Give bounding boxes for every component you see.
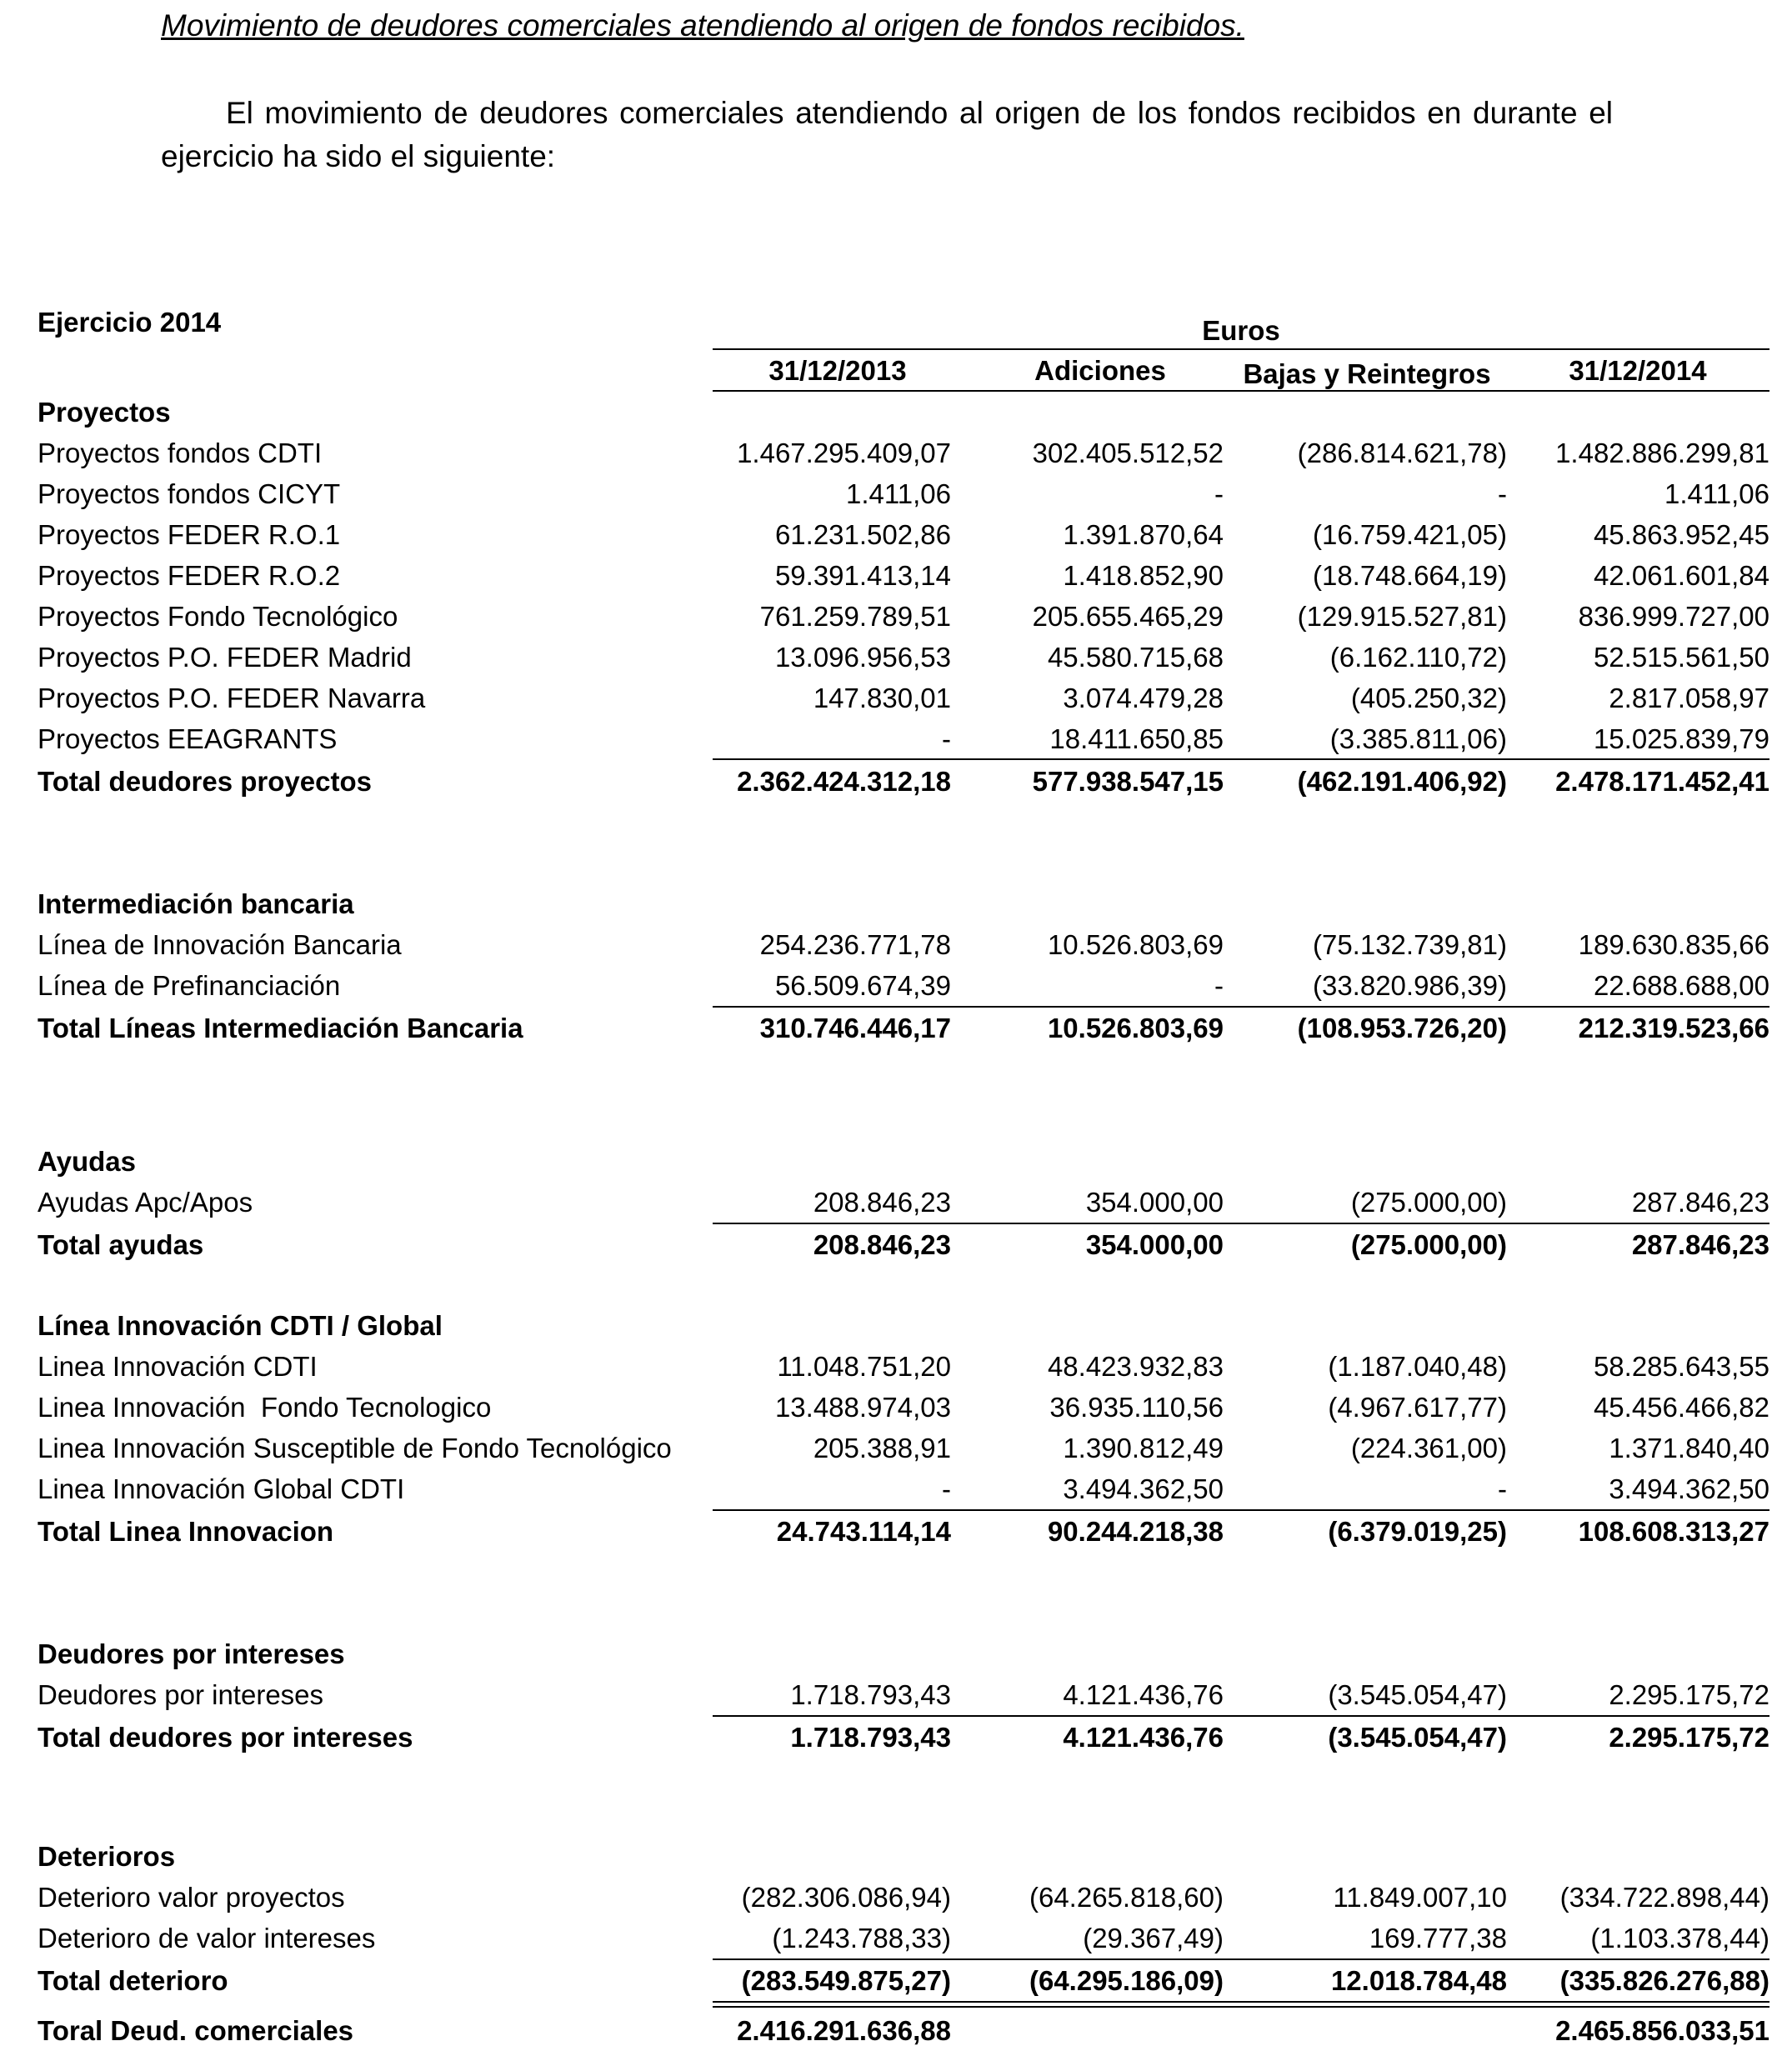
row-label: Línea de Prefinanciación [38, 970, 341, 1001]
value-cell: 4.121.436,76 [1063, 1722, 1224, 1753]
value-cell: 2.362.424.312,18 [737, 766, 951, 797]
value-cell: 56.509.674,39 [774, 970, 951, 1001]
value-cell: 48.423.932,83 [1047, 1351, 1224, 1382]
row-label: Línea de Innovación Bancaria [38, 929, 402, 960]
row-label: Total deudores proyectos [38, 766, 372, 797]
value-cell: 11.849.007,10 [1333, 1882, 1507, 1913]
section-header-row [0, 1635, 1792, 1673]
value-cell: 287.846,23 [1631, 1187, 1769, 1218]
value-cell: 354.000,00 [1085, 1229, 1224, 1260]
value-cell: 577.938.547,15 [1032, 766, 1224, 797]
value-cell: 761.259.789,51 [759, 601, 951, 632]
value-cell: 1.390.812,49 [1063, 1433, 1224, 1463]
value-cell: 1.411,06 [845, 478, 951, 509]
table-row [0, 1388, 1792, 1427]
table-row [0, 926, 1792, 964]
value-cell: (6.162.110,72) [1329, 642, 1507, 673]
value-cell: (3.545.054,47) [1328, 1722, 1507, 1753]
total-rule [713, 1958, 1769, 1960]
table-row [0, 720, 1792, 758]
value-cell: 2.295.175,72 [1609, 1722, 1769, 1753]
value-cell: - [1498, 478, 1507, 509]
value-cell: 45.580.715,68 [1047, 642, 1224, 673]
value-cell: 169.777,38 [1369, 1923, 1507, 1953]
unit-underline [713, 348, 1769, 350]
value-cell: 11.048.751,20 [777, 1351, 951, 1382]
value-cell: 42.061.601,84 [1593, 560, 1769, 591]
value-cell: (224.361,00) [1350, 1433, 1507, 1463]
value-cell: 208.846,23 [813, 1229, 951, 1260]
table-row [0, 1348, 1792, 1386]
table-row [0, 434, 1792, 473]
column-header-31-12-2013: 31/12/2013 [768, 355, 907, 386]
value-cell: 1.718.793,43 [790, 1679, 951, 1710]
row-label: Proyectos P.O. FEDER Navarra [38, 683, 426, 713]
value-cell: 310.746.446,17 [759, 1013, 951, 1043]
row-label: Deterioro valor proyectos [38, 1882, 345, 1913]
table-row [0, 679, 1792, 718]
row-label: Proyectos FEDER R.O.2 [38, 560, 341, 591]
row-label: Proyectos FEDER R.O.1 [38, 519, 341, 550]
table-row [0, 557, 1792, 595]
row-label: Proyectos EEAGRANTS [38, 723, 338, 754]
total-rule [713, 2001, 1769, 2003]
value-cell: 15.025.839,79 [1593, 723, 1769, 754]
value-cell: 212.319.523,66 [1578, 1013, 1769, 1043]
value-cell: 22.688.688,00 [1593, 970, 1769, 1001]
value-cell: 208.846,23 [813, 1187, 951, 1218]
row-label: Proyectos P.O. FEDER Madrid [38, 642, 412, 673]
value-cell: 1.371.840,40 [1609, 1433, 1769, 1463]
value-cell: - [942, 1473, 951, 1504]
table-row [0, 516, 1792, 554]
value-cell: 61.231.502,86 [774, 519, 951, 550]
table-row [0, 1878, 1792, 1917]
value-cell: 3.494.362,50 [1063, 1473, 1224, 1504]
value-cell: 58.285.643,55 [1593, 1351, 1769, 1382]
value-cell: 2.295.175,72 [1609, 1679, 1769, 1710]
row-label: Proyectos [38, 397, 171, 428]
total-rule [713, 758, 1769, 760]
total-row [0, 1226, 1792, 1264]
value-cell: - [942, 723, 951, 754]
value-cell: 1.482.886.299,81 [1555, 438, 1769, 468]
total-row [0, 763, 1792, 801]
value-cell: 13.488.974,03 [774, 1392, 951, 1423]
table-title: Ejercicio 2014 [38, 307, 222, 338]
value-cell: 354.000,00 [1085, 1187, 1224, 1218]
table-row [0, 1183, 1792, 1222]
section-header-row [0, 393, 1792, 432]
value-cell: (64.265.818,60) [1029, 1882, 1224, 1913]
value-cell: 45.863.952,45 [1593, 519, 1769, 550]
value-cell: 205.655.465,29 [1032, 601, 1224, 632]
value-cell: 1.418.852,90 [1063, 560, 1224, 591]
value-cell: 13.096.956,53 [774, 642, 951, 673]
value-cell: 36.935.110,56 [1049, 1392, 1224, 1423]
value-cell: (275.000,00) [1350, 1229, 1507, 1260]
value-cell: 10.526.803,69 [1047, 929, 1224, 960]
value-cell: 18.411.650,85 [1049, 723, 1224, 754]
value-cell: 1.391.870,64 [1063, 519, 1224, 550]
value-cell: (29.367,49) [1083, 1923, 1224, 1953]
value-cell: (18.748.664,19) [1312, 560, 1507, 591]
section-heading: Movimiento de deudores comerciales atendiendo al origen de fondos recibidos. [161, 8, 1244, 43]
row-label: Linea Innovación Global CDTI [38, 1473, 405, 1504]
value-cell: (64.295.186,09) [1029, 1965, 1224, 1996]
value-cell: (275.000,00) [1350, 1187, 1507, 1218]
row-label: Total deudores por intereses [38, 1722, 413, 1753]
section-header-row [0, 1143, 1792, 1181]
value-cell: (1.187.040,48) [1328, 1351, 1507, 1382]
table-row [0, 1919, 1792, 1958]
table-row [0, 598, 1792, 636]
value-cell: 147.830,01 [813, 683, 951, 713]
row-label: Toral Deud. comerciales [38, 2015, 354, 2046]
total-row [0, 1009, 1792, 1048]
value-cell: 24.743.114,14 [776, 1516, 951, 1547]
header-underline [713, 390, 1769, 392]
row-label: Total Líneas Intermediación Bancaria [38, 1013, 523, 1043]
value-cell: (108.953.726,20) [1297, 1013, 1507, 1043]
total-rule [713, 1715, 1769, 1717]
value-cell: 2.416.291.636,88 [737, 2015, 951, 2046]
value-cell: (16.759.421,05) [1312, 519, 1507, 550]
value-cell: 836.999.727,00 [1578, 601, 1769, 632]
total-row [0, 1513, 1792, 1551]
row-label: Ayudas [38, 1146, 136, 1177]
row-label: Total ayudas [38, 1229, 204, 1260]
column-header-31-12-2014: 31/12/2014 [1569, 355, 1707, 386]
value-cell: 2.817.058,97 [1609, 683, 1769, 713]
row-label: Línea Innovación CDTI / Global [38, 1310, 443, 1341]
row-label: Total deterioro [38, 1965, 228, 1996]
value-cell: (462.191.406,92) [1297, 766, 1507, 797]
value-cell: (282.306.086,94) [741, 1882, 951, 1913]
value-cell: (129.915.527,81) [1297, 601, 1507, 632]
table-row [0, 475, 1792, 513]
total-row [0, 1718, 1792, 1757]
value-cell: (3.385.811,06) [1329, 723, 1507, 754]
row-label: Deterioro de valor intereses [38, 1923, 376, 1953]
row-label: Deudores por intereses [38, 1679, 324, 1710]
value-cell: 52.515.561,50 [1593, 642, 1769, 673]
value-cell: 287.846,23 [1631, 1229, 1769, 1260]
value-cell: (334.722.898,44) [1559, 1882, 1769, 1913]
total-row [0, 1962, 1792, 2000]
value-cell: - [1498, 1473, 1507, 1504]
row-label: Linea Innovación CDTI [38, 1351, 318, 1382]
value-cell: - [1214, 970, 1224, 1001]
value-cell: 302.405.512,52 [1032, 438, 1224, 468]
value-cell: 45.456.466,82 [1593, 1392, 1769, 1423]
value-cell: (1.243.788,33) [772, 1923, 951, 1953]
value-cell: 12.018.784,48 [1330, 1965, 1507, 1996]
value-cell: 59.391.413,14 [774, 560, 951, 591]
value-cell: 3.494.362,50 [1609, 1473, 1769, 1504]
section-header-row [0, 885, 1792, 923]
section-header-row [0, 1307, 1792, 1345]
row-label: Total Linea Innovacion [38, 1516, 334, 1547]
section-header-row [0, 1838, 1792, 1876]
unit-header: Euros [1202, 315, 1280, 346]
row-label: Deudores por intereses [38, 1638, 345, 1669]
value-cell: 10.526.803,69 [1047, 1013, 1224, 1043]
intro-paragraph: El movimiento de deudores comerciales atendiendo al origen de los fondos recibidos en durante el ejercicio ha sido el siguiente: [161, 96, 1613, 173]
value-cell: 2.478.171.452,41 [1555, 766, 1769, 797]
table-row [0, 638, 1792, 677]
value-cell: 205.388,91 [813, 1433, 951, 1463]
value-cell: (3.545.054,47) [1328, 1679, 1507, 1710]
row-label: Ayudas Apc/Apos [38, 1187, 253, 1218]
total-row [0, 2012, 1792, 2050]
row-label: Linea Innovación Fondo Tecnologico [38, 1392, 492, 1423]
total-rule [713, 2006, 1769, 2008]
row-label: Intermediación bancaria [38, 888, 354, 919]
value-cell: 108.608.313,27 [1578, 1516, 1769, 1547]
value-cell: (286.814.621,78) [1297, 438, 1507, 468]
value-cell: - [1214, 478, 1224, 509]
table-row [0, 1470, 1792, 1508]
total-rule [713, 1006, 1769, 1008]
value-cell: 254.236.771,78 [759, 929, 951, 960]
value-cell: 2.465.856.033,51 [1555, 2015, 1769, 2046]
row-label: Linea Innovación Susceptible de Fondo Tecnológico [38, 1433, 672, 1463]
total-rule [713, 1509, 1769, 1511]
value-cell: (4.967.617,77) [1328, 1392, 1507, 1423]
value-cell: (1.103.378,44) [1590, 1923, 1769, 1953]
row-label: Deterioros [38, 1841, 176, 1872]
row-label: Proyectos Fondo Tecnológico [38, 601, 398, 632]
value-cell: 3.074.479,28 [1063, 683, 1224, 713]
table-row [0, 967, 1792, 1005]
value-cell: 90.244.218,38 [1047, 1516, 1224, 1547]
row-label: Proyectos fondos CDTI [38, 438, 323, 468]
row-label: Proyectos fondos CICYT [38, 478, 341, 509]
value-cell: 1.411,06 [1664, 478, 1769, 509]
table-row [0, 1676, 1792, 1714]
column-header-bajas-reintegros: Bajas y Reintegros [1243, 358, 1491, 389]
total-rule [713, 1223, 1769, 1224]
value-cell: 189.630.835,66 [1578, 929, 1769, 960]
value-cell: 4.121.436,76 [1063, 1679, 1224, 1710]
value-cell: 1.467.295.409,07 [737, 438, 951, 468]
value-cell: (33.820.986,39) [1312, 970, 1507, 1001]
value-cell: (335.826.276,88) [1559, 1965, 1769, 1996]
value-cell: (75.132.739,81) [1312, 929, 1507, 960]
column-header-adiciones: Adiciones [1034, 355, 1166, 386]
value-cell: (283.549.875,27) [741, 1965, 951, 1996]
value-cell: (6.379.019,25) [1328, 1516, 1507, 1547]
value-cell: (405.250,32) [1350, 683, 1507, 713]
table-row [0, 1429, 1792, 1468]
value-cell: 1.718.793,43 [790, 1722, 951, 1753]
